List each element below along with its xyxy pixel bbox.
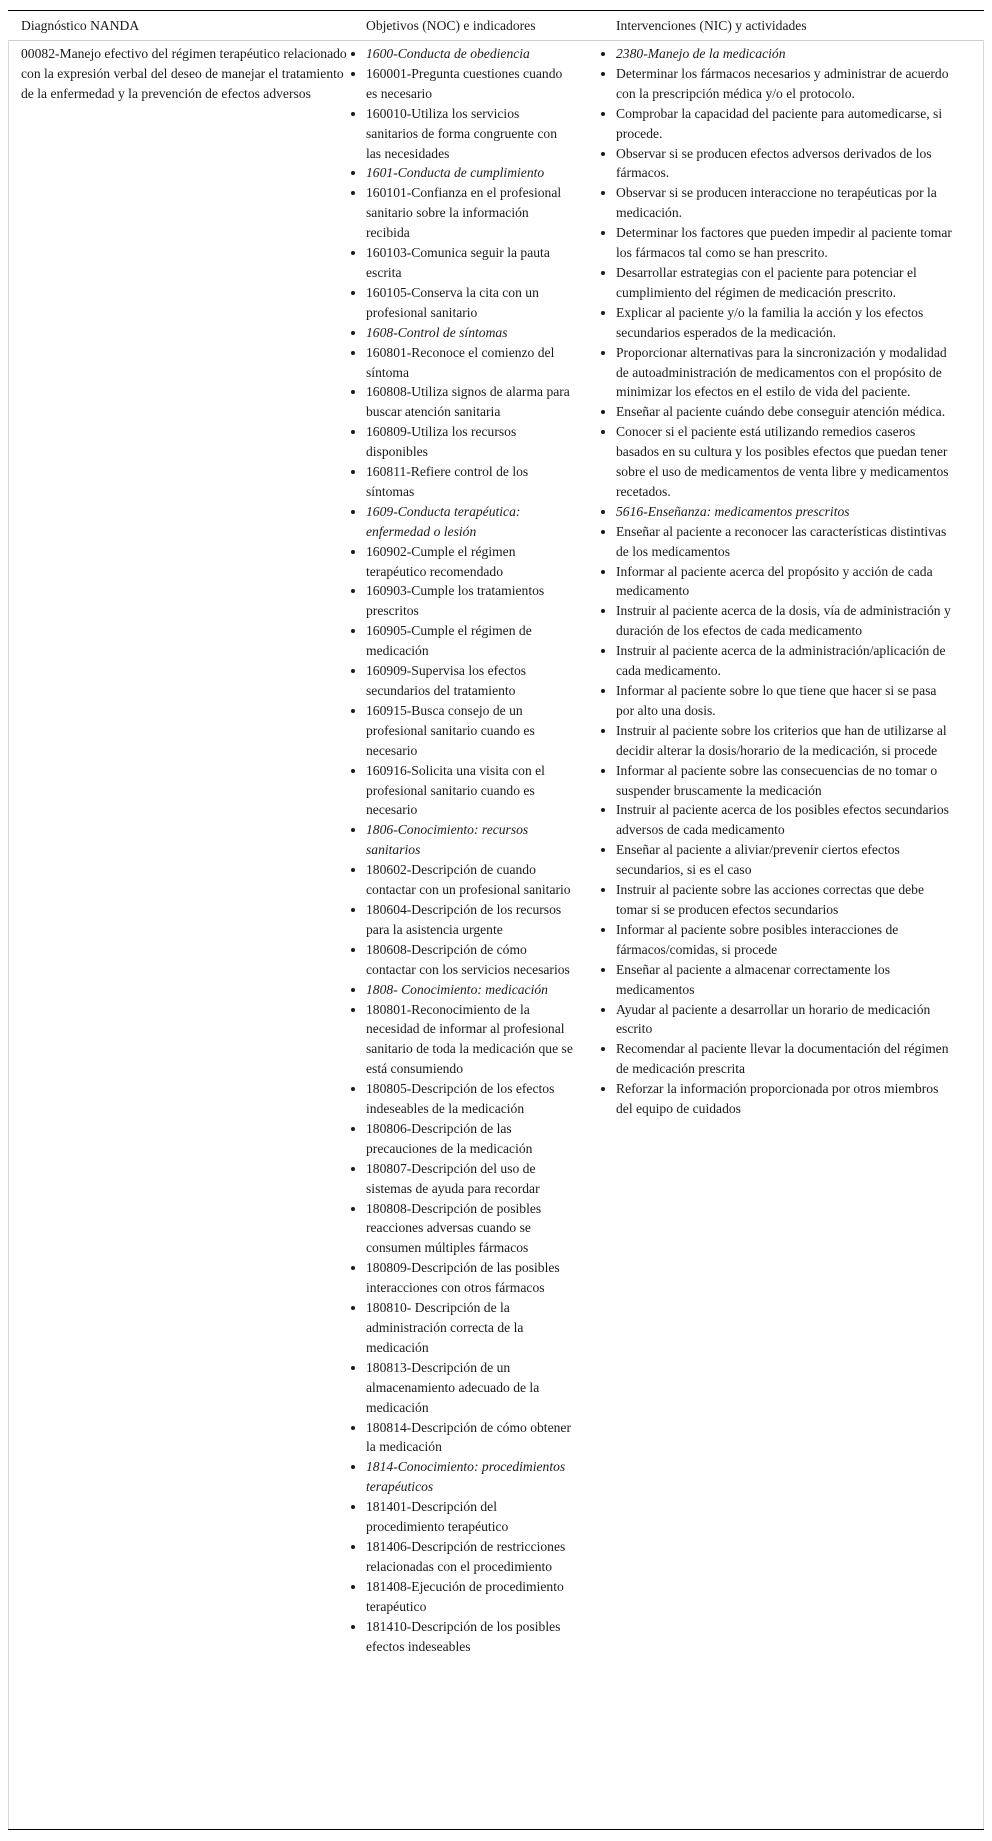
objective-item: • 160103-Comunica seguir la pauta escrita <box>366 243 574 283</box>
objective-item: • 160811-Refiere control de los síntomas <box>366 462 574 502</box>
intervention-item: • Observar si se producen efectos adversos derivados de los fármacos. <box>616 144 952 184</box>
objective-item: • 160808-Utiliza signos de alarma para buscar atención sanitaria <box>366 382 574 422</box>
objective-item: • 160915-Busca consejo de un profesional sanitario cuando es necesario <box>366 701 574 761</box>
intervention-section-title: • 2380-Manejo de la medicación <box>616 44 952 64</box>
objective-section-title: • 1806-Conocimiento: recursos sanitarios <box>366 820 574 860</box>
objective-item: • 180805-Descripción de los efectos indeseables de la medicación <box>366 1079 574 1119</box>
objectives-cell <box>366 44 574 1656</box>
objective-item: • 180602-Descripción de cuando contactar con un profesional sanitario <box>366 860 574 900</box>
objective-item: • 180608-Descripción de cómo contactar con los servicios necesarios <box>366 940 574 980</box>
intervention-item: • Determinar los factores que pueden impedir al paciente tomar los fármacos tal como se han prescrito. <box>616 223 952 263</box>
objective-item: • 181408-Ejecución de procedimiento terapéutico <box>366 1577 574 1617</box>
objective-item: • 181401-Descripción del procedimiento terapéutico <box>366 1497 574 1537</box>
table-top-rule <box>8 10 984 11</box>
header-divider <box>8 40 984 41</box>
intervention-item: • Instruir al paciente sobre los criterios que han de utilizarse al decidir alterar la dosis/horario de la medicación, si procede <box>616 721 952 761</box>
intervention-item: • Instruir al paciente acerca de la dosis, vía de administración y duración de los efectos de cada medicamento <box>616 601 952 641</box>
objective-item: • 160903-Cumple los tratamientos prescritos <box>366 581 574 621</box>
objective-item: • 180604-Descripción de los recursos para la asistencia urgente <box>366 900 574 940</box>
diagnosis-cell: 00082-Manejo efectivo del régimen terapéutico relacionado con la expresión verbal del deseo de manejar el tratamiento de la enfermedad y la prevención de efectos adversos <box>21 46 347 101</box>
intervention-item: • Enseñar al paciente a almacenar correctamente los medicamentos <box>616 960 952 1000</box>
intervention-item: • Instruir al paciente sobre las acciones correctas que debe tomar si se producen efectos secundarios <box>616 880 952 920</box>
objective-item: • 180801-Reconocimiento de la necesidad de informar al profesional sanitario de toda la medicación que se está consumiendo <box>366 1000 574 1080</box>
header-diagnosis: Diagnóstico NANDA <box>21 18 140 33</box>
objective-item: • 180807-Descripción del uso de sistemas de ayuda para recordar <box>366 1159 574 1199</box>
objective-item: • 160001-Pregunta cuestiones cuando es necesario <box>366 64 574 104</box>
objective-item: • 160916-Solicita una visita con el profesional sanitario cuando es necesario <box>366 761 574 821</box>
intervention-item: • Desarrollar estrategias con el paciente para potenciar el cumplimiento del régimen de medicación prescrito. <box>616 263 952 303</box>
intervention-item: • Instruir al paciente acerca de la administración/aplicación de cada medicamento. <box>616 641 952 681</box>
table-bottom-rule <box>8 1829 984 1830</box>
objective-item: • 160809-Utiliza los recursos disponibles <box>366 422 574 462</box>
objective-item: • 180809-Descripción de las posibles interacciones con otros fármacos <box>366 1258 574 1298</box>
objective-item: • 160902-Cumple el régimen terapéutico recomendado <box>366 542 574 582</box>
objective-section-title: • 1609-Conducta terapéutica: enfermedad o lesión <box>366 502 574 542</box>
objective-item: • 180806-Descripción de las precauciones de la medicación <box>366 1119 574 1159</box>
objective-item: • 181410-Descripción de los posibles efectos indeseables <box>366 1617 574 1657</box>
intervention-item: • Enseñar al paciente a reconocer las características distintivas de los medicamentos <box>616 522 952 562</box>
intervention-item: • Instruir al paciente acerca de los posibles efectos secundarios adversos de cada medicamento <box>616 800 952 840</box>
intervention-item: • Enseñar al paciente cuándo debe conseguir atención médica. <box>616 402 952 422</box>
intervention-item: • Informar al paciente sobre posibles interacciones de fármacos/comidas, si procede <box>616 920 952 960</box>
intervention-section-title: • 5616-Enseñanza: medicamentos prescritos <box>616 502 952 522</box>
header-objectives: Objetivos (NOC) e indicadores <box>366 18 536 33</box>
intervention-item: • Enseñar al paciente a aliviar/prevenir ciertos efectos secundarios, si es el caso <box>616 840 952 880</box>
intervention-item: • Informar al paciente sobre las consecuencias de no tomar o suspender bruscamente la medicación <box>616 761 952 801</box>
objective-section-title: • 1814-Conocimiento: procedimientos terapéuticos <box>366 1457 574 1497</box>
intervention-item: • Comprobar la capacidad del paciente para automedicarse, si procede. <box>616 104 952 144</box>
interventions-cell <box>616 44 952 1119</box>
intervention-item: • Informar al paciente sobre lo que tiene que hacer si se pasa por alto una dosis. <box>616 681 952 721</box>
objective-item: • 181406-Descripción de restricciones relacionadas con el procedimiento <box>366 1537 574 1577</box>
header-interventions: Intervenciones (NIC) y actividades <box>616 18 807 33</box>
objective-item: • 160909-Supervisa los efectos secundarios del tratamiento <box>366 661 574 701</box>
objective-item: • 160105-Conserva la cita con un profesional sanitario <box>366 283 574 323</box>
objective-item: • 180808-Descripción de posibles reacciones adversas cuando se consumen múltiples fármacos <box>366 1199 574 1259</box>
objective-item: • 160010-Utiliza los servicios sanitarios de forma congruente con las necesidades <box>366 104 574 164</box>
intervention-item: • Reforzar la información proporcionada por otros miembros del equipo de cuidados <box>616 1079 952 1119</box>
objective-section-title: • 1608-Control de síntomas <box>366 323 574 343</box>
intervention-item: • Observar si se producen interaccione no terapéuticas por la medicación. <box>616 183 952 223</box>
objective-section-title: • 1808- Conocimiento: medicación <box>366 980 574 1000</box>
intervention-item: • Informar al paciente acerca del propósito y acción de cada medicamento <box>616 562 952 602</box>
objective-item: • 160101-Confianza en el profesional sanitario sobre la información recibida <box>366 183 574 243</box>
objective-section-title: • 1601-Conducta de cumplimiento <box>366 163 574 183</box>
intervention-item: • Ayudar al paciente a desarrollar un horario de medicación escrito <box>616 1000 952 1040</box>
objective-item: • 180810- Descripción de la administración correcta de la medicación <box>366 1298 574 1358</box>
objective-item: • 180814-Descripción de cómo obtener la medicación <box>366 1418 574 1458</box>
objective-item: • 180813-Descripción de un almacenamiento adecuado de la medicación <box>366 1358 574 1418</box>
intervention-item: • Proporcionar alternativas para la sincronización y modalidad de autoadministración de medicamentos con el propósito de minimizar los efectos en el estilo de vida del paciente. <box>616 343 952 403</box>
intervention-item: • Conocer si el paciente está utilizando remedios caseros basados en su cultura y los posibles efectos que puedan tener sobre el uso de medicamentos de venta libre y medicamentos recetados. <box>616 422 952 502</box>
objective-item: • 160801-Reconoce el comienzo del síntoma <box>366 343 574 383</box>
intervention-item: • Explicar al paciente y/o la familia la acción y los efectos secundarios esperados de la medicación. <box>616 303 952 343</box>
table-left-border <box>8 40 9 1829</box>
intervention-item: • Determinar los fármacos necesarios y administrar de acuerdo con la prescripción médica y/o el protocolo. <box>616 64 952 104</box>
objective-item: • 160905-Cumple el régimen de medicación <box>366 621 574 661</box>
objective-section-title: • 1600-Conducta de obediencia <box>366 44 574 64</box>
intervention-item: • Recomendar al paciente llevar la documentación del régimen de medicación prescrita <box>616 1039 952 1079</box>
table-right-border <box>983 40 984 1829</box>
